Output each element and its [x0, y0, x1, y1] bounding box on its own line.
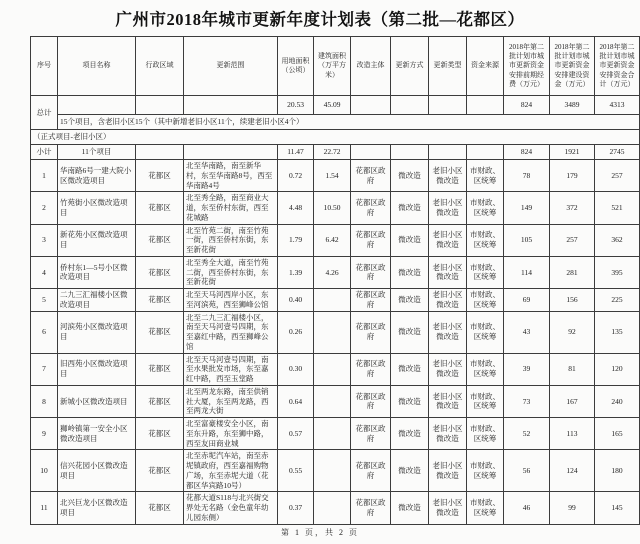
table-row	[31, 160, 640, 192]
cell-land-area: 4.48	[278, 192, 314, 224]
cell-empty	[351, 96, 391, 115]
cell-scope: 北至华南路，南至新华村，东至华南路8号，西至华南路4号	[184, 160, 278, 192]
cell-empty	[467, 145, 504, 160]
cell-district: 花都区	[136, 289, 184, 312]
cell-building-area: 6.42	[314, 224, 351, 256]
total-build-fund: 3489	[550, 96, 595, 115]
cell-pre-fund: 78	[504, 160, 550, 192]
cell-district: 花都区	[136, 385, 184, 417]
cell-total-fund: 240	[595, 385, 640, 417]
cell-no: 2	[31, 192, 58, 224]
col-header-land-area: 用地面积（公顷）	[278, 37, 314, 96]
cell-pre-fund: 56	[504, 450, 550, 492]
cell-empty	[429, 96, 467, 115]
cell-total-fund: 395	[595, 256, 640, 288]
col-header-no: 序号	[31, 37, 58, 96]
cell-total-fund: 225	[595, 289, 640, 312]
subtotal-pre-fund: 824	[504, 145, 550, 160]
cell-mode: 微改造	[391, 160, 429, 192]
cell-building-area	[314, 385, 351, 417]
cell-building-area	[314, 311, 351, 353]
cell-fund-source: 市财政、区统筹	[467, 353, 504, 385]
cell-building-area: 4.26	[314, 256, 351, 288]
cell-type: 老旧小区微改造	[429, 256, 467, 288]
cell-land-area: 0.55	[278, 450, 314, 492]
cell-no: 7	[31, 353, 58, 385]
cell-name: 竹苑街小区微改造项目	[58, 192, 136, 224]
cell-mode: 微改造	[391, 492, 429, 524]
cell-total-fund: 145	[595, 492, 640, 524]
cell-district: 花都区	[136, 160, 184, 192]
col-header-pre-fund: 2018年第二批计划市城市更新资金安排前期经费（万元）	[504, 37, 550, 96]
total-label: 总计	[31, 96, 58, 130]
total-note-row	[31, 115, 640, 130]
cell-type: 老旧小区微改造	[429, 289, 467, 312]
total-land-area: 20.53	[278, 96, 314, 115]
cell-pre-fund: 114	[504, 256, 550, 288]
subtotal-building-area: 22.72	[314, 145, 351, 160]
cell-type: 老旧小区微改造	[429, 224, 467, 256]
cell-land-area: 1.39	[278, 256, 314, 288]
cell-building-area: 10.50	[314, 192, 351, 224]
cell-pre-fund: 52	[504, 418, 550, 450]
cell-build-fund: 281	[550, 256, 595, 288]
cell-subject: 花都区政府	[351, 224, 391, 256]
cell-no: 4	[31, 256, 58, 288]
cell-land-area: 0.26	[278, 311, 314, 353]
cell-empty	[184, 145, 278, 160]
cell-land-area: 0.72	[278, 160, 314, 192]
cell-empty	[391, 96, 429, 115]
page-title: 广州市2018年城市更新年度计划表（第二批—花都区）	[115, 10, 525, 29]
col-header-district: 行政区域	[136, 37, 184, 96]
subtotal-label: 小计	[31, 145, 58, 160]
cell-subject: 花都区政府	[351, 385, 391, 417]
cell-subject: 花都区政府	[351, 160, 391, 192]
cell-land-area: 0.30	[278, 353, 314, 385]
table-row	[31, 224, 640, 256]
cell-scope: 北至富豪楼安全小区，南至东升路，东至狮中路，西至友田商业城	[184, 418, 278, 450]
cell-empty	[391, 145, 429, 160]
cell-scope: 北至赤坭汽车站，南至赤坭镇政府，西至嘉福购物广场，东至赤坭大道（花都区华宾路10号）	[184, 450, 278, 492]
cell-building-area	[314, 289, 351, 312]
cell-total-fund: 362	[595, 224, 640, 256]
cell-subject: 花都区政府	[351, 492, 391, 524]
cell-scope: 北至二九三汇福楼小区，南至天马河壹号四期，东至嘉红中路，西至狮峰公馆	[184, 311, 278, 353]
cell-fund-source: 市财政、区统筹	[467, 418, 504, 450]
cell-type: 老旧小区微改造	[429, 311, 467, 353]
cell-build-fund: 92	[550, 311, 595, 353]
cell-build-fund: 179	[550, 160, 595, 192]
cell-scope: 北至竹苑二街，南至竹苑一街，西至侨村东街，东至新花街	[184, 224, 278, 256]
cell-name: 新城小区微改造项目	[58, 385, 136, 417]
cell-type: 老旧小区微改造	[429, 492, 467, 524]
cell-empty	[136, 96, 184, 115]
cell-scope: 北至天马河壹号四期，南至水果批发市场，东至嘉红中路，西至玉堂路	[184, 353, 278, 385]
cell-district: 花都区	[136, 192, 184, 224]
table-row	[31, 418, 640, 450]
cell-type: 老旧小区微改造	[429, 192, 467, 224]
cell-mode: 微改造	[391, 353, 429, 385]
cell-total-fund: 257	[595, 160, 640, 192]
cell-district: 花都区	[136, 311, 184, 353]
table-row	[31, 311, 640, 353]
cell-total-fund: 180	[595, 450, 640, 492]
header-row	[31, 37, 640, 96]
col-header-scope: 更新范围	[184, 37, 278, 96]
cell-scope: 北至两龙东路，南至供销社大厦，东至两龙路，西至两龙大街	[184, 385, 278, 417]
cell-name: 旧西苑小区微改造项目	[58, 353, 136, 385]
subtotal-name: 11个项目	[58, 145, 136, 160]
cell-building-area	[314, 450, 351, 492]
cell-name: 北兴巨龙小区微改造项目	[58, 492, 136, 524]
table-row	[31, 192, 640, 224]
subtotal-build-fund: 1921	[550, 145, 595, 160]
cell-building-area	[314, 418, 351, 450]
cell-mode: 微改造	[391, 418, 429, 450]
subtotal-total-fund: 2745	[595, 145, 640, 160]
cell-build-fund: 124	[550, 450, 595, 492]
total-building-area: 45.09	[314, 96, 351, 115]
cell-build-fund: 113	[550, 418, 595, 450]
cell-subject: 花都区政府	[351, 192, 391, 224]
cell-building-area: 1.54	[314, 160, 351, 192]
cell-type: 老旧小区微改造	[429, 353, 467, 385]
cell-empty	[467, 96, 504, 115]
cell-building-area	[314, 353, 351, 385]
cell-fund-source: 市财政、区统筹	[467, 385, 504, 417]
cell-district: 花都区	[136, 418, 184, 450]
col-header-subject: 改造主体	[351, 37, 391, 96]
col-header-project-name: 项目名称	[58, 37, 136, 96]
table-row	[31, 256, 640, 288]
cell-name: 侨村东1—5号小区微改造项目	[58, 256, 136, 288]
cell-no: 11	[31, 492, 58, 524]
cell-name: 二九三汇福楼小区微改造项目	[58, 289, 136, 312]
cell-mode: 微改造	[391, 192, 429, 224]
cell-no: 10	[31, 450, 58, 492]
cell-empty	[351, 145, 391, 160]
cell-fund-source: 市财政、区统筹	[467, 192, 504, 224]
cell-mode: 微改造	[391, 450, 429, 492]
cell-no: 5	[31, 289, 58, 312]
cell-subject: 花都区政府	[351, 418, 391, 450]
cell-build-fund: 81	[550, 353, 595, 385]
cell-fund-source: 市财政、区统筹	[467, 160, 504, 192]
col-header-build-fund: 2018年第二批计划市城市更新资金安排建设资金（万元）	[550, 37, 595, 96]
cell-fund-source: 市财政、区统筹	[467, 311, 504, 353]
total-note: 15个项目，含老旧小区15个（其中新增老旧小区11个，续建老旧小区4个）	[58, 115, 640, 130]
cell-build-fund: 99	[550, 492, 595, 524]
cell-district: 花都区	[136, 450, 184, 492]
cell-fund-source: 市财政、区统筹	[467, 492, 504, 524]
cell-empty	[58, 96, 136, 115]
table-row	[31, 450, 640, 492]
cell-district: 花都区	[136, 256, 184, 288]
cell-pre-fund: 43	[504, 311, 550, 353]
cell-land-area: 0.57	[278, 418, 314, 450]
cell-name: 狮岭镇第一安全小区微改造项目	[58, 418, 136, 450]
cell-land-area: 0.37	[278, 492, 314, 524]
cell-build-fund: 167	[550, 385, 595, 417]
cell-fund-source: 市财政、区统筹	[467, 224, 504, 256]
cell-build-fund: 156	[550, 289, 595, 312]
cell-scope: 北至秀全路，南至商业大道，东至侨村东街，西至花城路	[184, 192, 278, 224]
cell-mode: 微改造	[391, 256, 429, 288]
cell-fund-source: 市财政、区统筹	[467, 256, 504, 288]
cell-type: 老旧小区微改造	[429, 418, 467, 450]
section-row	[31, 130, 640, 145]
cell-no: 9	[31, 418, 58, 450]
cell-name: 河滨苑小区微改造项目	[58, 311, 136, 353]
cell-scope: 北至天马河西岸小区，东至河滨苑，西至狮峰公馆	[184, 289, 278, 312]
cell-empty	[429, 145, 467, 160]
cell-pre-fund: 105	[504, 224, 550, 256]
total-total-fund: 4313	[595, 96, 640, 115]
cell-subject: 花都区政府	[351, 353, 391, 385]
cell-subject: 花都区政府	[351, 311, 391, 353]
cell-type: 老旧小区微改造	[429, 450, 467, 492]
cell-pre-fund: 69	[504, 289, 550, 312]
cell-total-fund: 120	[595, 353, 640, 385]
cell-mode: 微改造	[391, 311, 429, 353]
table-header	[31, 37, 640, 96]
section-label: （正式项目-老旧小区）	[31, 130, 640, 145]
cell-subject: 花都区政府	[351, 450, 391, 492]
table-row	[31, 289, 640, 312]
col-header-total-fund: 2018年第二批计划市城市更新资金安排资金合计（万元）	[595, 37, 640, 96]
col-header-building-area: 建筑面积（万平方米）	[314, 37, 351, 96]
col-header-type: 更新类型	[429, 37, 467, 96]
cell-building-area	[314, 492, 351, 524]
table-row	[31, 385, 640, 417]
cell-no: 8	[31, 385, 58, 417]
cell-mode: 微改造	[391, 385, 429, 417]
cell-empty	[136, 145, 184, 160]
cell-district: 花都区	[136, 492, 184, 524]
cell-mode: 微改造	[391, 289, 429, 312]
cell-name: 信兴花园小区微改造项目	[58, 450, 136, 492]
page-number: 第 1 页，共 2 页	[281, 528, 359, 537]
cell-total-fund: 521	[595, 192, 640, 224]
subtotal-land-area: 11.47	[278, 145, 314, 160]
plan-table	[30, 36, 640, 525]
total-pre-fund: 824	[504, 96, 550, 115]
cell-no: 1	[31, 160, 58, 192]
cell-pre-fund: 73	[504, 385, 550, 417]
total-row	[31, 96, 640, 115]
table-body	[31, 160, 640, 525]
cell-type: 老旧小区微改造	[429, 160, 467, 192]
cell-no: 6	[31, 311, 58, 353]
cell-mode: 微改造	[391, 224, 429, 256]
cell-subject: 花都区政府	[351, 289, 391, 312]
cell-land-area: 0.40	[278, 289, 314, 312]
cell-name: 新花苑小区微改造项目	[58, 224, 136, 256]
cell-total-fund: 165	[595, 418, 640, 450]
subtotal-row	[31, 145, 640, 160]
cell-subject: 花都区政府	[351, 256, 391, 288]
table-row	[31, 492, 640, 524]
cell-fund-source: 市财政、区统筹	[467, 450, 504, 492]
cell-land-area: 0.64	[278, 385, 314, 417]
cell-no: 3	[31, 224, 58, 256]
cell-scope: 北至秀全大道，南至竹苑二街，西至侨村东街，东至新花街	[184, 256, 278, 288]
cell-pre-fund: 149	[504, 192, 550, 224]
cell-district: 花都区	[136, 224, 184, 256]
cell-total-fund: 135	[595, 311, 640, 353]
cell-pre-fund: 46	[504, 492, 550, 524]
table-row	[31, 353, 640, 385]
cell-empty	[184, 96, 278, 115]
cell-scope: 花都大道S118与北兴街交界处无名路（金色童年幼儿园东侧）	[184, 492, 278, 524]
cell-fund-source: 市财政、区统筹	[467, 289, 504, 312]
cell-land-area: 1.79	[278, 224, 314, 256]
col-header-fund-source: 资金来源	[467, 37, 504, 96]
cell-build-fund: 257	[550, 224, 595, 256]
cell-name: 华南路6号一建大院小区微改造项目	[58, 160, 136, 192]
col-header-mode: 更新方式	[391, 37, 429, 96]
cell-pre-fund: 39	[504, 353, 550, 385]
cell-build-fund: 372	[550, 192, 595, 224]
cell-type: 老旧小区微改造	[429, 385, 467, 417]
cell-district: 花都区	[136, 353, 184, 385]
